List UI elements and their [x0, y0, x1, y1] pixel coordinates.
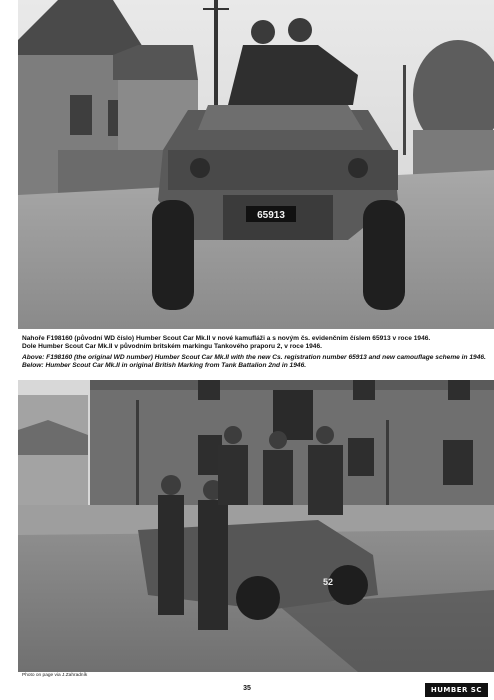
photo-credit: Photo on page via J.Zahradník — [22, 673, 88, 678]
caption-czech-line-1: Nahoře F198160 (původní WD číslo) Humber Scout Car Mk.II v nové kamufláži a s novým čs. evidenčním číslem 65913 v roce 1946. — [22, 335, 431, 342]
top-photo — [18, 0, 494, 329]
caption-czech-line-2: Dole Humber Scout Car Mk.II v původním britském markingu Tankového praporu 2, v roce 1946. — [22, 343, 322, 350]
caption-english-line-1: Above: F198160 (the original WD number) Humber Scout Car Mk.II with the new Cs. registration number 65913 and new camouflage scheme in 1946. — [22, 354, 486, 361]
caption-english-line-2: Below: Humber Scout Car Mk.II in original British Marking from Tank Battalion 2nd in 1946. — [22, 362, 307, 369]
scout-car-front-illustration — [18, 0, 494, 329]
registration-plate: 65913 — [257, 210, 285, 221]
crew-and-scout-car-illustration — [18, 380, 494, 672]
brand-label: HUMBER SC — [425, 683, 488, 697]
vehicle-marking: 52 — [323, 577, 334, 587]
page-number: 35 — [243, 685, 251, 692]
bottom-photo — [18, 380, 494, 672]
